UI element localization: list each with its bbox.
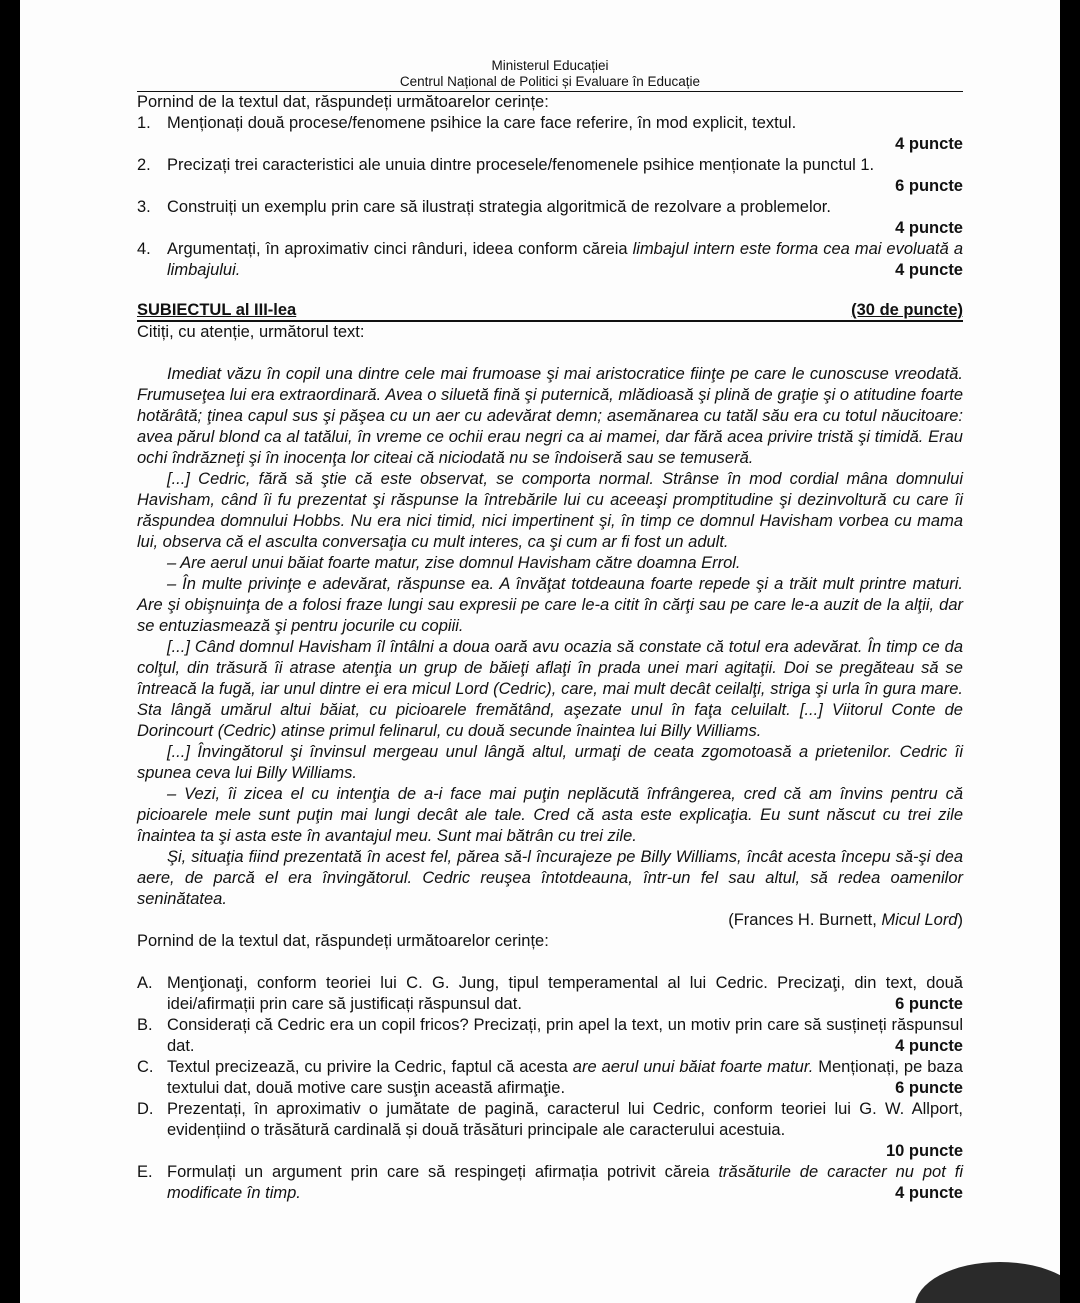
text-paragraph: Şi, situaţia fiind prezentată în acest fel, părea să-l încurajeze pe Billy Williams, încât acesta începu să-şi dea aere, de parcă el era învingătorul. Cedric reuşea întotdeauna, într-un fel sau altul, să redea oamenilor seninătatea. bbox=[137, 848, 963, 908]
text-paragraph: – Vezi, îi zicea el cu intenţia de a-i face mai puţin neplăcută înfrângerea, cred că am învins pentru că picioarele mele sunt puţin mai lungi decât ale tale. Cred că asta este explicaţia. Eu sunt născut cu trei zile înaintea ta şi asta este în avantajul meu. Sunt mai bătrân cu trei zile. bbox=[137, 785, 963, 845]
list-item: 3. Construiți un exemplu prin care să ilustrați strategia algoritmică de rezolvare a problemelor. bbox=[137, 198, 831, 216]
list-item: B. Considerați că Cedric era un copil fricos? Precizați, prin apel la text, un motiv prin care să susțineți răspunsul dat. 4 puncte bbox=[137, 1016, 963, 1055]
points-label: 6 puncte bbox=[895, 177, 963, 195]
points-label: 4 puncte bbox=[895, 135, 963, 153]
list-item: 1. Menționați două procese/fenomene psihice la care face referire, în mod explicit, textul. bbox=[137, 114, 797, 132]
list-item: C. Textul precizează, cu privire la Cedric, faptul că acesta are aerul unui băiat foarte matur. Menționați, pe baza textului dat, două motive care susţin această afirmaţie. 6 puncte bbox=[137, 1058, 963, 1097]
list-item: A. Menţionaţi, conform teoriei lui C. G. Jung, tipul temperamental al lui Cedric. Precizaţi, din text, două idei/afirmații prin care să justificați răspunsul dat. 6 puncte bbox=[137, 974, 963, 1013]
text-paragraph: Imediat văzu în copil una dintre cele mai frumoase şi mai aristocratice fiinţe pe care le cunoscuse vreodată. Frumuseţea lui era extraordinară. Avea o siluetă fină şi puternică, mlădioasă şi plină de graţie şi o atitudine foarte hotărâtă; ţinea capul sus şi păşea cu un aer cu adevărat demn; asemănarea cu tatăl său era cu totul năucitoare: avea părul blond ca al tatălui, în vreme ce ochii erau negri ca ai mamei, dar fără acea privire tristă şi timidă. Erau ochi îndrăzneţi şi în inocenţa lor citeai că niciodată nu se îndoiseră sau se temuseră. bbox=[137, 365, 963, 467]
text-source: (Frances H. Burnett, Micul Lord) bbox=[728, 911, 963, 929]
section3-intro: Pornind de la textul dat, răspundeți următoarelor cerințe: bbox=[137, 932, 549, 950]
points-label: 6 puncte bbox=[895, 1079, 963, 1097]
points-label: 4 puncte bbox=[895, 1037, 963, 1055]
section2-intro: Pornind de la textul dat, răspundeți următoarelor cerințe: bbox=[137, 93, 549, 111]
points-label: 4 puncte bbox=[895, 1184, 963, 1202]
section3-instruction: Citiți, cu atenție, următorul text: bbox=[137, 323, 365, 341]
section3-title: SUBIECTUL al III-lea (30 de puncte) bbox=[137, 301, 963, 322]
list-item: 2. Precizați trei caracteristici ale unuia dintre procesele/fenomenele psihice menționate la punctul 1. bbox=[137, 156, 875, 174]
text-paragraph: [...] Când domnul Havisham îl întâlni a doua oară avu ocazia să constate că totul era adevărat. În timp ce da colţul, din trăsură îi atrase atenţia un grup de băieţi aflaţi în prada unei mari agitaţii. Doi se pregăteau să se întreacă la fugă, iar unul dintre ei era micul Lord (Cedric), care, mai mult decât ceilalţi, striga şi urla în gura mare. Sta lângă umărul altui băiat, cu picioarele fremătând, aşezate unul în faţa celuilalt. [...] Viitorul Conte de Dorincourt (Cedric) atinse primul felinarul, cu două secunde înaintea lui Billy Williams. bbox=[137, 638, 963, 740]
points-label: 4 puncte bbox=[895, 261, 963, 279]
text-paragraph: – Are aerul unui băiat foarte matur, zise domnul Havisham către doamna Errol. bbox=[167, 554, 741, 572]
list-item: D. Prezentați, în aproximativ o jumătate de pagină, caracterul lui Cedric, conform teoriei lui G. W. Allport, evidențiind o trăsătură cardinală și două trăsături principale ale caracterului acestuia. bbox=[137, 1100, 963, 1139]
text-paragraph: – În multe privinţe e adevărat, răspunse ea. A învăţat totdeauna foarte repede şi a trăit mult printre maturi. Are şi obişnuinţa de a folosi fraze lungi sau expresii pe care le-a citit în cărţi sau pe care le-a auzit de la alţii, dar se entuziasmează şi pentru jocurile cu copiii. bbox=[137, 575, 963, 635]
points-label: 4 puncte bbox=[895, 219, 963, 237]
scroll-handle-overlay[interactable] bbox=[915, 1262, 1060, 1303]
header-ministry: Ministerul Educației bbox=[491, 58, 609, 73]
text-paragraph: [...] Cedric, fără să ştie că este observat, se comporta normal. Strânse în mod cordial mâna domnului Havisham, când îi fu prezentat şi răspunse la întrebările lui cu aceeaşi promptitudine şi dezinvoltură cu care îi răspundea domnului Hobbs. Nu era nici timid, nici impertinent şi, în timp ce domnul Havisham vorbea cu mama lui, observa că el asculta conversaţia cu mult interes, ca şi cum ar fi fost un adult. bbox=[137, 470, 963, 551]
header-center: Centrul Național de Politici și Evaluare în Educație bbox=[137, 74, 963, 92]
points-label: 10 puncte bbox=[885, 1142, 963, 1160]
points-label: 6 puncte bbox=[895, 995, 963, 1013]
list-item: 4. Argumentați, în aproximativ cinci rânduri, ideea conform căreia limbajul intern este forma cea mai evoluată a limbajului. 4 puncte bbox=[137, 240, 963, 279]
exam-page bbox=[20, 0, 1060, 1303]
text-paragraph: [...] Învingătorul şi învinsul mergeau unul lângă altul, urmaţi de ceata zgomotoasă a prietenilor. Cedric îi spunea ceva lui Billy Williams. bbox=[137, 743, 963, 782]
list-item: E. Formulați un argument prin care să respingeți afirmația potrivit căreia trăsăturile de caracter nu pot fi modificate în timp. 4 puncte bbox=[137, 1163, 963, 1202]
page-content bbox=[137, 0, 963, 1204]
